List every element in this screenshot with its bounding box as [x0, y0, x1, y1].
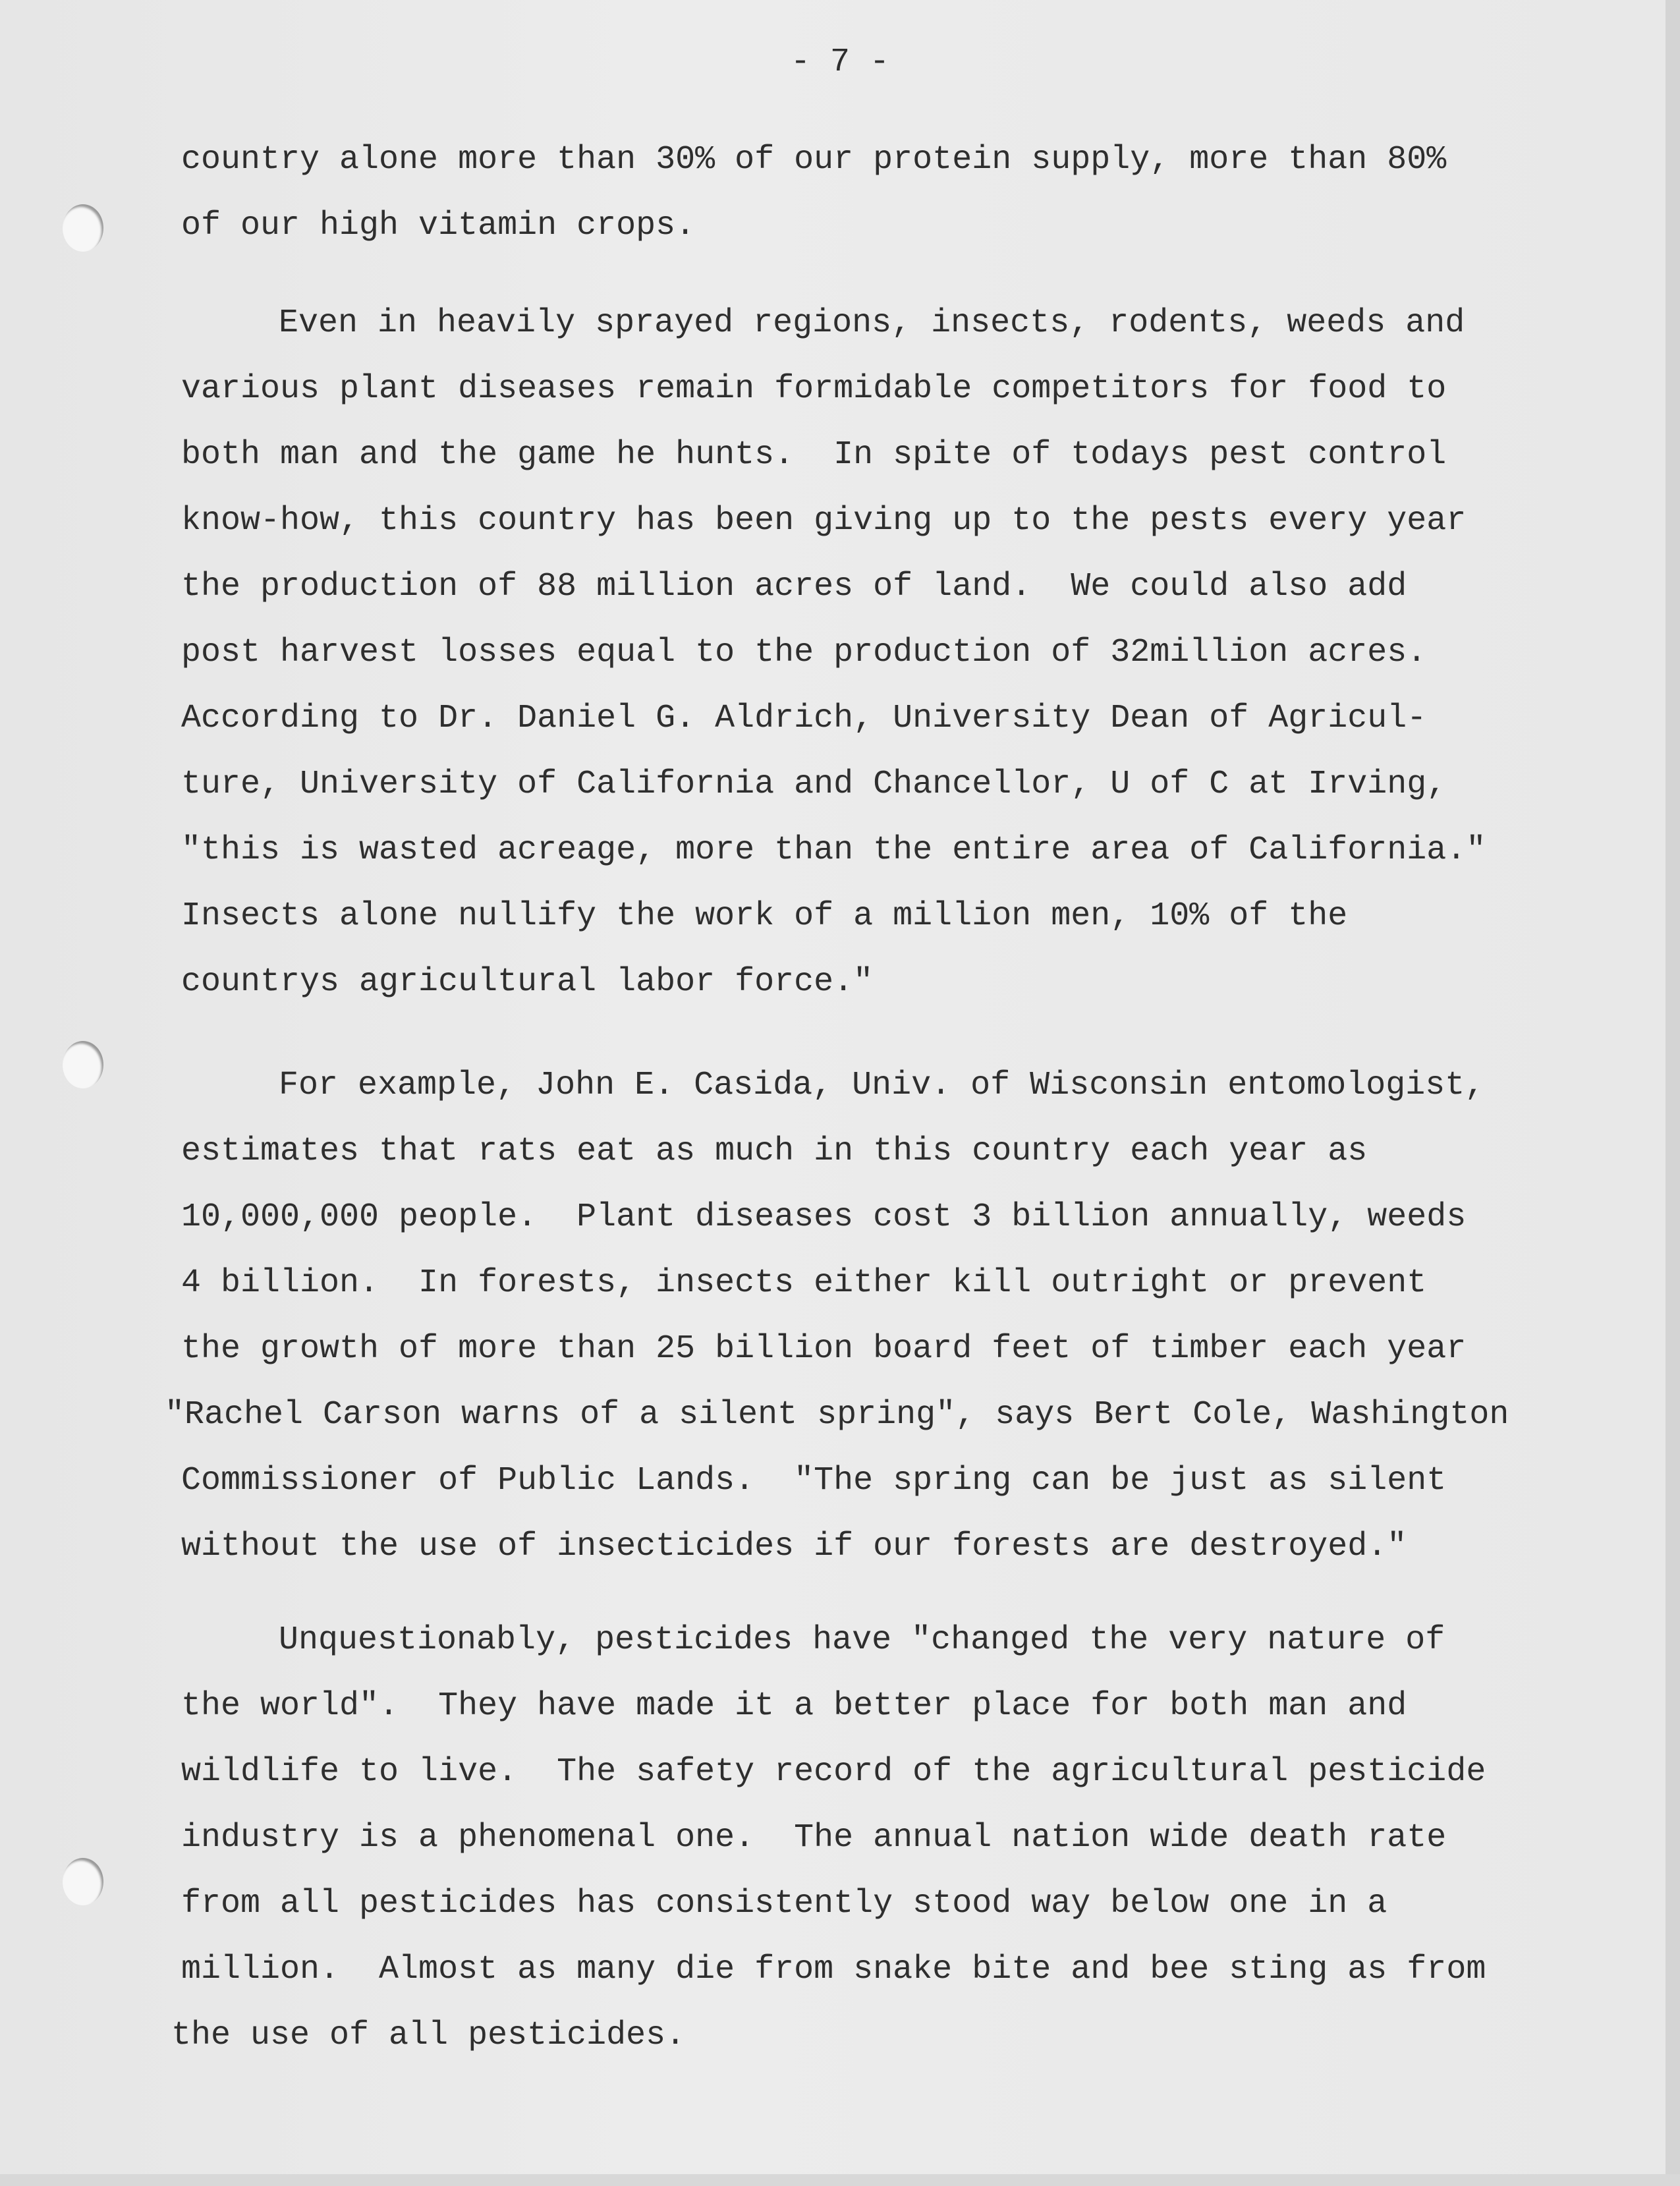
text-line: Insects alone nullify the work of a million men, 10% of the [181, 897, 1348, 935]
text-line: "Rachel Carson warns of a silent spring", says Bert Cole, Washington [165, 1396, 1509, 1434]
page-number: - 7 - [790, 43, 890, 81]
text-line: countrys agricultural labor force." [181, 963, 874, 1001]
text-line: estimates that rats eat as much in this country each year as [181, 1133, 1368, 1170]
text-line: "this is wasted acreage, more than the entire area of California." [181, 831, 1486, 869]
text-line: country alone more than 30% of our protein supply, more than 80% [181, 141, 1447, 179]
binder-hole [63, 1858, 103, 1905]
page-bottom-edge [0, 2174, 1680, 2186]
text-line: According to Dr. Daniel G. Aldrich, University Dean of Agricul- [181, 700, 1427, 737]
text-line: Commissioner of Public Lands. "The spring can be just as silent [181, 1462, 1447, 1499]
text-line: the growth of more than 25 billion board feet of timber each year [181, 1330, 1467, 1368]
text-line: wildlife to live. The safety record of the agricultural pesticide [181, 1753, 1486, 1791]
text-line: various plant diseases remain formidable competitors for food to [181, 370, 1447, 408]
page-edge [1666, 0, 1680, 2186]
text-line: know-how, this country has been giving up to the pests every year [181, 502, 1467, 540]
text-line: without the use of insecticides if our forests are destroyed." [181, 1528, 1407, 1565]
text-line: from all pesticides has consistently stood way below one in a [181, 1885, 1387, 1922]
text-line: ture, University of California and Chancellor, U of C at Irving, [181, 766, 1447, 803]
text-line: 4 billion. In forests, insects either kill outright or prevent [181, 1264, 1427, 1302]
text-line: industry is a phenomenal one. The annual nation wide death rate [181, 1819, 1447, 1857]
text-line: Unquestionably, pesticides have "changed the very nature of [279, 1621, 1445, 1659]
paragraph-1 [181, 127, 1446, 259]
binder-hole [63, 1041, 103, 1088]
text-line: the production of 88 million acres of land. We could also add [181, 568, 1407, 605]
text-line: the use of all pesticides. [171, 2017, 686, 2054]
paragraph-3 [165, 1053, 1509, 1580]
paragraph-4 [171, 1608, 1486, 2069]
binder-hole [63, 204, 103, 252]
text-line: both man and the game he hunts. In spite of todays pest control [181, 436, 1447, 474]
text-line: post harvest losses equal to the production of 32million acres. [181, 634, 1427, 671]
text-line: For example, John E. Casida, Univ. of Wisconsin entomologist, [279, 1067, 1485, 1104]
text-line: Even in heavily sprayed regions, insects, rodents, weeds and [279, 304, 1465, 342]
text-line: of our high vitamin crops. [181, 207, 696, 244]
paragraph-2 [181, 291, 1486, 1015]
text-line: the world". They have made it a better place for both man and [181, 1687, 1407, 1725]
text-line: 10,000,000 people. Plant diseases cost 3 billion annually, weeds [181, 1198, 1467, 1236]
text-line: million. Almost as many die from snake bite and bee sting as from [181, 1951, 1486, 1988]
